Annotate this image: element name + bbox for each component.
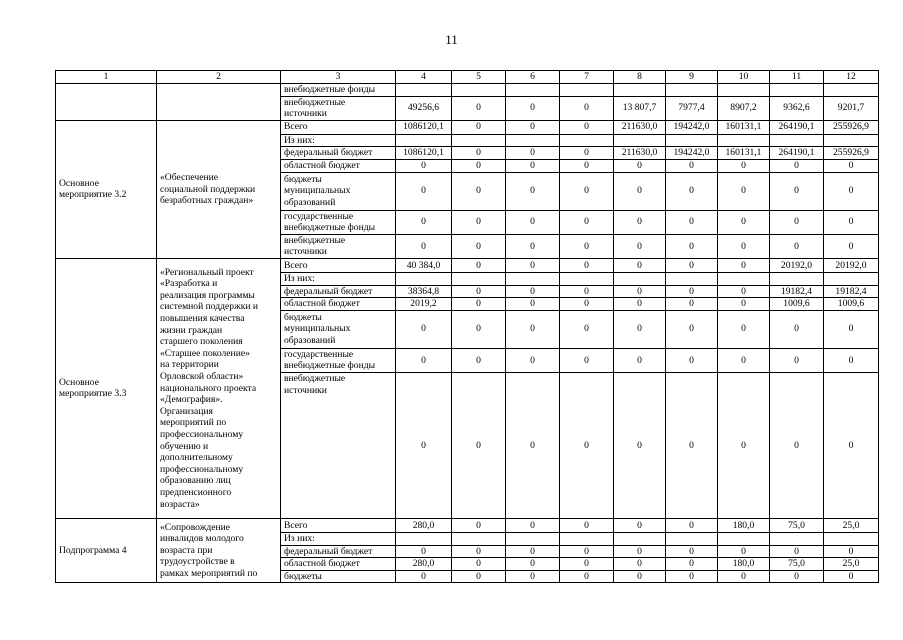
value-cell: 0 (718, 159, 770, 172)
value-cell: 0 (396, 159, 452, 172)
header-cell: 12 (824, 71, 879, 84)
value-cell (396, 272, 452, 285)
value-cell: 19182,4 (824, 285, 879, 298)
value-cell (824, 84, 879, 97)
value-cell: 0 (452, 258, 506, 272)
header-cell: 10 (718, 71, 770, 84)
value-cell: 0 (614, 558, 666, 571)
value-cell: 1009,6 (770, 298, 824, 311)
funding-source-cell: бюджеты (281, 570, 396, 583)
value-cell: 20192,0 (824, 258, 879, 272)
value-cell (770, 134, 824, 147)
value-cell: 0 (560, 172, 614, 210)
value-cell: 0 (452, 518, 506, 532)
value-cell: 180,0 (718, 518, 770, 532)
value-cell: 0 (614, 258, 666, 272)
value-cell: 0 (614, 518, 666, 532)
value-cell: 0 (506, 372, 560, 518)
value-cell (666, 84, 718, 97)
value-cell: 0 (396, 234, 452, 258)
value-cell: 0 (452, 310, 506, 348)
value-cell: 0 (824, 172, 879, 210)
value-cell: 0 (506, 285, 560, 298)
value-cell: 0 (560, 96, 614, 120)
value-cell: 0 (506, 120, 560, 134)
value-cell: 0 (770, 372, 824, 518)
value-cell: 0 (560, 310, 614, 348)
value-cell: 0 (718, 298, 770, 311)
value-cell: 0 (666, 518, 718, 532)
funding-source-cell: государственные внебюджетные фонды (281, 210, 396, 234)
value-cell (396, 84, 452, 97)
funding-source-cell: областной бюджет (281, 159, 396, 172)
value-cell: 0 (452, 558, 506, 571)
value-cell: 280,0 (396, 518, 452, 532)
header-cell: 7 (560, 71, 614, 84)
value-cell (506, 532, 560, 545)
value-cell: 180,0 (718, 558, 770, 571)
table-row (56, 518, 879, 532)
value-cell: 49256,6 (396, 96, 452, 120)
value-cell (452, 532, 506, 545)
value-cell: 25,0 (824, 558, 879, 571)
value-cell: 0 (452, 570, 506, 583)
value-cell: 0 (666, 172, 718, 210)
value-cell: 0 (452, 545, 506, 558)
value-cell: 0 (396, 570, 452, 583)
value-cell: 0 (560, 298, 614, 311)
value-cell: 0 (770, 234, 824, 258)
value-cell: 0 (396, 310, 452, 348)
value-cell: 0 (560, 210, 614, 234)
value-cell (614, 532, 666, 545)
value-cell: 0 (452, 234, 506, 258)
value-cell: 0 (614, 545, 666, 558)
value-cell: 0 (824, 570, 879, 583)
header-cell: 8 (614, 71, 666, 84)
header-cell: 4 (396, 71, 452, 84)
value-cell (614, 272, 666, 285)
funding-source-cell: внебюджетные источники (281, 234, 396, 258)
header-cell: 11 (770, 71, 824, 84)
value-cell: 0 (560, 558, 614, 571)
value-cell (452, 134, 506, 147)
value-cell: 0 (506, 570, 560, 583)
value-cell: 264190,1 (770, 147, 824, 160)
value-cell (770, 532, 824, 545)
value-cell (614, 134, 666, 147)
value-cell: 0 (718, 310, 770, 348)
table-row (56, 120, 879, 134)
value-cell: 0 (824, 234, 879, 258)
value-cell: 0 (506, 96, 560, 120)
value-cell: 0 (452, 298, 506, 311)
value-cell: 0 (718, 210, 770, 234)
value-cell (824, 134, 879, 147)
value-cell: 0 (560, 518, 614, 532)
value-cell: 0 (560, 570, 614, 583)
page-number: 11 (445, 32, 458, 47)
value-cell: 0 (506, 210, 560, 234)
funding-source-cell: областной бюджет (281, 298, 396, 311)
value-cell: 0 (666, 310, 718, 348)
value-cell: 0 (824, 348, 879, 372)
value-cell: 0 (718, 348, 770, 372)
value-cell: 0 (824, 310, 879, 348)
value-cell: 0 (614, 348, 666, 372)
row-group-description: «Сопровождение инвалидов молодого возраста при трудоустройстве в рамках мероприятий по (157, 518, 281, 582)
value-cell: 38364,8 (396, 285, 452, 298)
header-cell: 6 (506, 71, 560, 84)
value-cell (560, 134, 614, 147)
value-cell: 0 (718, 372, 770, 518)
value-cell (770, 272, 824, 285)
value-cell: 0 (770, 545, 824, 558)
value-cell: 211630,0 (614, 147, 666, 160)
row-group-name: Основное мероприятие 3.2 (56, 120, 157, 258)
value-cell: 0 (666, 285, 718, 298)
funding-source-cell: федеральный бюджет (281, 147, 396, 160)
value-cell: 0 (666, 234, 718, 258)
budget-table (55, 70, 879, 583)
value-cell: 0 (506, 545, 560, 558)
value-cell: 0 (770, 570, 824, 583)
value-cell (718, 84, 770, 97)
value-cell (718, 134, 770, 147)
value-cell (614, 84, 666, 97)
value-cell: 0 (614, 298, 666, 311)
value-cell (452, 84, 506, 97)
value-cell: 0 (452, 120, 506, 134)
funding-source-cell: внебюджетные источники (281, 372, 396, 518)
header-cell: 2 (157, 71, 281, 84)
table-row (56, 84, 879, 97)
value-cell (666, 272, 718, 285)
value-cell: 280,0 (396, 558, 452, 571)
value-cell: 0 (824, 159, 879, 172)
value-cell: 0 (824, 545, 879, 558)
header-row (56, 71, 879, 84)
value-cell: 1086120,1 (396, 120, 452, 134)
value-cell: 0 (560, 147, 614, 160)
value-cell: 0 (560, 545, 614, 558)
value-cell: 0 (452, 285, 506, 298)
value-cell: 0 (614, 372, 666, 518)
funding-source-cell: областной бюджет (281, 558, 396, 571)
value-cell: 160131,1 (718, 147, 770, 160)
value-cell: 0 (770, 348, 824, 372)
funding-source-cell: Всего (281, 120, 396, 134)
funding-source-cell: государственные внебюджетные фонды (281, 348, 396, 372)
row-group-description: «Региональный проект «Разработка и реализация программы системной поддержки и повышения качества жизни граждан старшего поколения «Старшее поколение» на территории Орловской области» национального проекта «Демография». Организация мероприятий по профессиональному обучению и дополнительному профессиональному образованию лиц предпенсионного возраста» (157, 258, 281, 518)
value-cell: 0 (452, 147, 506, 160)
value-cell (560, 272, 614, 285)
value-cell: 0 (666, 558, 718, 571)
header-cell: 9 (666, 71, 718, 84)
value-cell: 0 (824, 210, 879, 234)
value-cell: 13 807,7 (614, 96, 666, 120)
value-cell (666, 532, 718, 545)
header-cell: 1 (56, 71, 157, 84)
value-cell: 9201,7 (824, 96, 879, 120)
value-cell: 264190,1 (770, 120, 824, 134)
value-cell: 0 (718, 234, 770, 258)
value-cell (666, 134, 718, 147)
value-cell: 75,0 (770, 518, 824, 532)
funding-source-cell: федеральный бюджет (281, 285, 396, 298)
value-cell (452, 272, 506, 285)
value-cell: 0 (666, 372, 718, 518)
value-cell: 194242,0 (666, 120, 718, 134)
table-row (56, 258, 879, 272)
value-cell: 0 (770, 210, 824, 234)
value-cell: 0 (718, 258, 770, 272)
header-cell: 5 (452, 71, 506, 84)
value-cell: 0 (560, 159, 614, 172)
value-cell: 0 (560, 372, 614, 518)
value-cell: 0 (506, 159, 560, 172)
funding-source-cell: Всего (281, 518, 396, 532)
value-cell: 0 (614, 172, 666, 210)
value-cell: 0 (614, 310, 666, 348)
value-cell: 0 (666, 348, 718, 372)
value-cell: 0 (506, 518, 560, 532)
value-cell: 1009,6 (824, 298, 879, 311)
row-group-description (157, 84, 281, 121)
value-cell: 0 (396, 545, 452, 558)
value-cell (824, 272, 879, 285)
value-cell (506, 84, 560, 97)
value-cell: 0 (452, 172, 506, 210)
value-cell: 0 (396, 172, 452, 210)
value-cell: 255926,9 (824, 120, 879, 134)
header-cell: 3 (281, 71, 396, 84)
value-cell: 0 (560, 120, 614, 134)
value-cell: 0 (614, 210, 666, 234)
row-group-name (56, 84, 157, 121)
value-cell (770, 84, 824, 97)
row-group-name: Основное мероприятие 3.3 (56, 258, 157, 518)
value-cell (396, 532, 452, 545)
value-cell (560, 532, 614, 545)
value-cell: 0 (506, 172, 560, 210)
value-cell: 0 (770, 172, 824, 210)
value-cell: 0 (452, 96, 506, 120)
funding-source-cell: Всего (281, 258, 396, 272)
value-cell: 0 (718, 285, 770, 298)
value-cell: 7977,4 (666, 96, 718, 120)
value-cell: 194242,0 (666, 147, 718, 160)
value-cell: 160131,1 (718, 120, 770, 134)
value-cell: 0 (666, 258, 718, 272)
value-cell: 0 (770, 310, 824, 348)
funding-source-cell: Из них: (281, 532, 396, 545)
funding-source-cell: бюджеты муниципальных образований (281, 310, 396, 348)
value-cell: 20192,0 (770, 258, 824, 272)
value-cell: 0 (614, 159, 666, 172)
value-cell: 0 (506, 348, 560, 372)
funding-source-cell: бюджеты муниципальных образований (281, 172, 396, 210)
value-cell (506, 272, 560, 285)
row-group-name: Подпрограмма 4 (56, 518, 157, 582)
row-group-description: «Обеспечение социальной поддержки безработных граждан» (157, 120, 281, 258)
value-cell: 0 (506, 234, 560, 258)
funding-source-cell: федеральный бюджет (281, 545, 396, 558)
value-cell: 0 (452, 372, 506, 518)
funding-source-cell: внебюджетные источники (281, 96, 396, 120)
value-cell: 255926,9 (824, 147, 879, 160)
value-cell: 0 (560, 258, 614, 272)
value-cell: 19182,4 (770, 285, 824, 298)
value-cell: 0 (666, 210, 718, 234)
value-cell: 0 (506, 258, 560, 272)
value-cell: 0 (560, 348, 614, 372)
value-cell: 0 (396, 210, 452, 234)
value-cell: 0 (718, 545, 770, 558)
value-cell (560, 84, 614, 97)
value-cell: 2019,2 (396, 298, 452, 311)
value-cell: 0 (666, 545, 718, 558)
value-cell: 0 (666, 159, 718, 172)
funding-source-cell: Из них: (281, 134, 396, 147)
value-cell: 0 (560, 285, 614, 298)
value-cell: 0 (824, 372, 879, 518)
value-cell: 40 384,0 (396, 258, 452, 272)
value-cell: 0 (614, 570, 666, 583)
value-cell: 0 (506, 558, 560, 571)
funding-source-cell: Из них: (281, 272, 396, 285)
value-cell: 0 (506, 310, 560, 348)
value-cell: 0 (506, 147, 560, 160)
value-cell: 9362,6 (770, 96, 824, 120)
value-cell: 211630,0 (614, 120, 666, 134)
value-cell: 0 (614, 234, 666, 258)
value-cell: 0 (666, 298, 718, 311)
value-cell: 0 (452, 210, 506, 234)
value-cell: 0 (718, 172, 770, 210)
funding-source-cell: внебюджетные фонды (281, 84, 396, 97)
value-cell: 0 (560, 234, 614, 258)
value-cell: 0 (396, 372, 452, 518)
value-cell: 0 (614, 285, 666, 298)
value-cell: 0 (506, 298, 560, 311)
value-cell (718, 272, 770, 285)
value-cell: 25,0 (824, 518, 879, 532)
value-cell (718, 532, 770, 545)
value-cell: 0 (718, 570, 770, 583)
value-cell: 0 (666, 570, 718, 583)
value-cell (824, 532, 879, 545)
value-cell (396, 134, 452, 147)
value-cell: 0 (452, 348, 506, 372)
value-cell: 0 (770, 159, 824, 172)
value-cell: 0 (396, 348, 452, 372)
value-cell (506, 134, 560, 147)
value-cell: 75,0 (770, 558, 824, 571)
value-cell: 8907,2 (718, 96, 770, 120)
value-cell: 1086120,1 (396, 147, 452, 160)
value-cell: 0 (452, 159, 506, 172)
